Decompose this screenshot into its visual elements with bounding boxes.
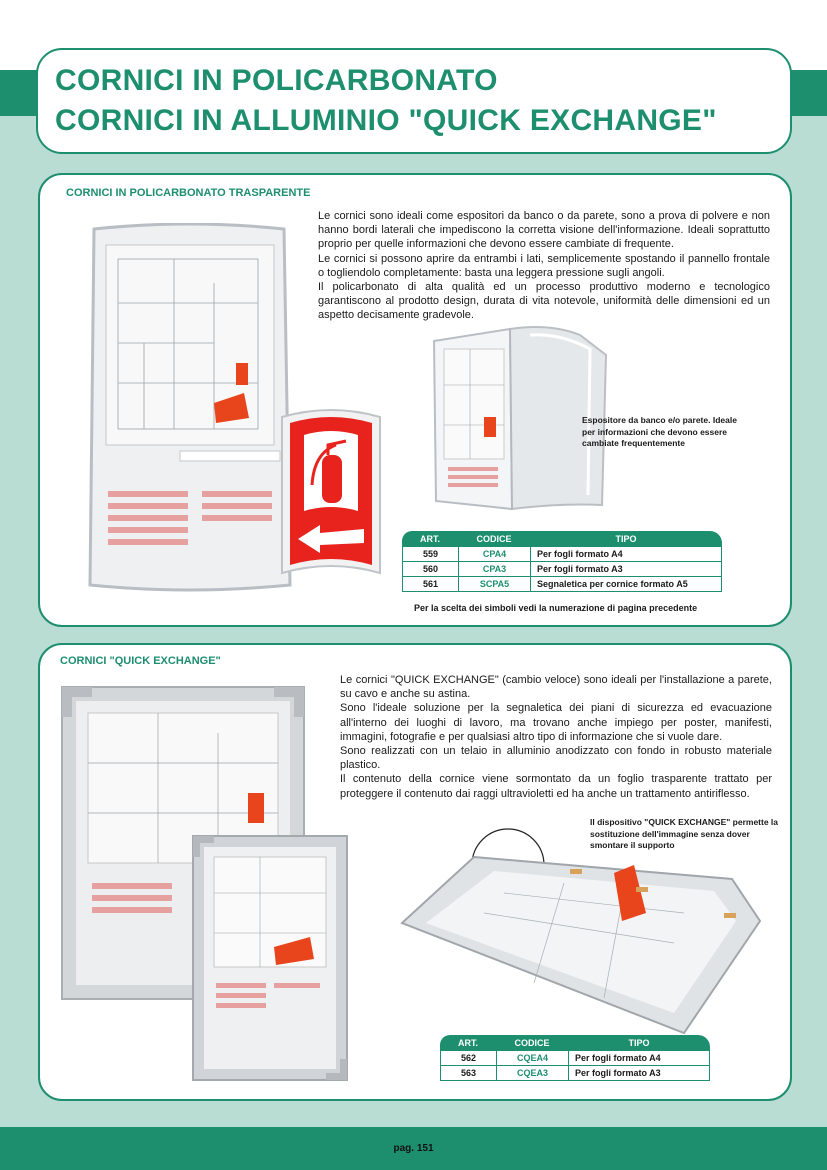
table-cell: CPA3 (458, 562, 530, 577)
table-cell: Per fogli formato A3 (568, 1066, 710, 1081)
description-paragraph: Sono realizzati con un telaio in alluminio anodizzato con fondo in robusto materiale plastico. (340, 745, 772, 772)
table-cell: CQEA4 (496, 1051, 568, 1066)
page-title-line-2: CORNICI IN ALLUMINIO "QUICK EXCHANGE" (55, 104, 717, 137)
table-cell: 563 (440, 1066, 496, 1081)
polycarbonate-frame-image (84, 223, 294, 593)
table-cell: 560 (402, 562, 458, 577)
table-cell: CPA4 (458, 547, 530, 562)
page-title-line-1: CORNICI IN POLICARBONATO (55, 64, 498, 97)
description-paragraph: Il policarbonato di alta qualità ed un processo produttivo moderno e tecnologico garantiscono al prodotto design, durata di vita notevole, uniformità delle dimensioni ed un aspetto decisamente gradevole. (318, 281, 770, 322)
table-header-row (440, 1035, 710, 1051)
table-row (440, 1066, 710, 1081)
quick-exchange-caption: Il dispositivo "QUICK EXCHANGE" permette la sostituzione dell'immagine senza dover smontare il supporto (590, 817, 779, 850)
section-polycarbonate (38, 173, 792, 627)
column-header: ART. (440, 1035, 496, 1051)
section-quick-exchange (38, 643, 792, 1101)
table-cell: SCPA5 (458, 577, 530, 592)
table-cell: Per fogli formato A4 (530, 547, 722, 562)
table-row (440, 1051, 710, 1066)
right-accent-strip (787, 70, 827, 116)
column-header: CODICE (496, 1035, 568, 1051)
symbols-note: Per la scelta dei simboli vedi la numerazione di pagina precedente (414, 603, 698, 613)
table-cell: 562 (440, 1051, 496, 1066)
description-paragraph: Le cornici sono ideali come espositori da banco o da parete, sono a prova di polvere e non hanno bordi laterali che impediscono la corretta visione dell'informazione. Ideali soprattutto proprio per quelle informazioni che devono essere cambiate di frequente. (318, 210, 770, 251)
left-accent-strip (0, 70, 40, 116)
table-row (402, 547, 722, 562)
product-table (402, 531, 722, 592)
table-header-row (402, 531, 722, 547)
title-box (36, 48, 792, 154)
table-cell: 559 (402, 547, 458, 562)
frame-caption: Espositore da banco e/o parete. Ideale per informazioni che devono essere cambiate frequentemente (582, 415, 737, 448)
description-paragraph: Le cornici "QUICK EXCHANGE" (cambio veloce) sono ideali per l'installazione a parete, su cavo e anche su astina. (340, 674, 772, 701)
section-description (318, 209, 770, 323)
description-paragraph: Le cornici si possono aprire da entrambi i lati, semplicemente spostando il pannello frontale o togliendolo completamente: basta una leggera pressione sugli angoli. (318, 252, 770, 279)
section-title: CORNICI "QUICK EXCHANGE" (60, 655, 221, 667)
description-paragraph: Sono l'ideale soluzione per la segnaletica dei piani di sicurezza ed evacuazione all'interno dei luoghi di lavoro, ma trovano anche impiego per poster, manifesti, immagini, fotografie e per qualsiasi altro tipo di informazione che si vuole dare. (340, 702, 772, 743)
section-description (340, 673, 772, 801)
page-number: pag. 151 (393, 1143, 434, 1154)
table-row (402, 562, 722, 577)
column-header: ART. (402, 531, 458, 547)
table-row (402, 577, 722, 592)
column-header: CODICE (458, 531, 530, 547)
table-cell: 561 (402, 577, 458, 592)
fire-extinguisher-sign (276, 405, 386, 585)
aluminium-frame-small-image (190, 833, 350, 1083)
section-title: CORNICI IN POLICARBONATO TRASPARENTE (66, 187, 311, 199)
column-header: TIPO (568, 1035, 710, 1051)
column-header: TIPO (530, 531, 722, 547)
table-cell: Per fogli formato A4 (568, 1051, 710, 1066)
table-cell: Segnaletica per cornice formato A5 (530, 577, 722, 592)
description-paragraph: Il contenuto della cornice viene sormontato da un foglio trasparente trattato per proteggere il contenuto dai raggi ultravioletti ed ha anche un trattamento antiriflesso. (340, 773, 772, 800)
product-table (440, 1035, 710, 1081)
table-cell: Per fogli formato A3 (530, 562, 722, 577)
table-cell: CQEA3 (496, 1066, 568, 1081)
